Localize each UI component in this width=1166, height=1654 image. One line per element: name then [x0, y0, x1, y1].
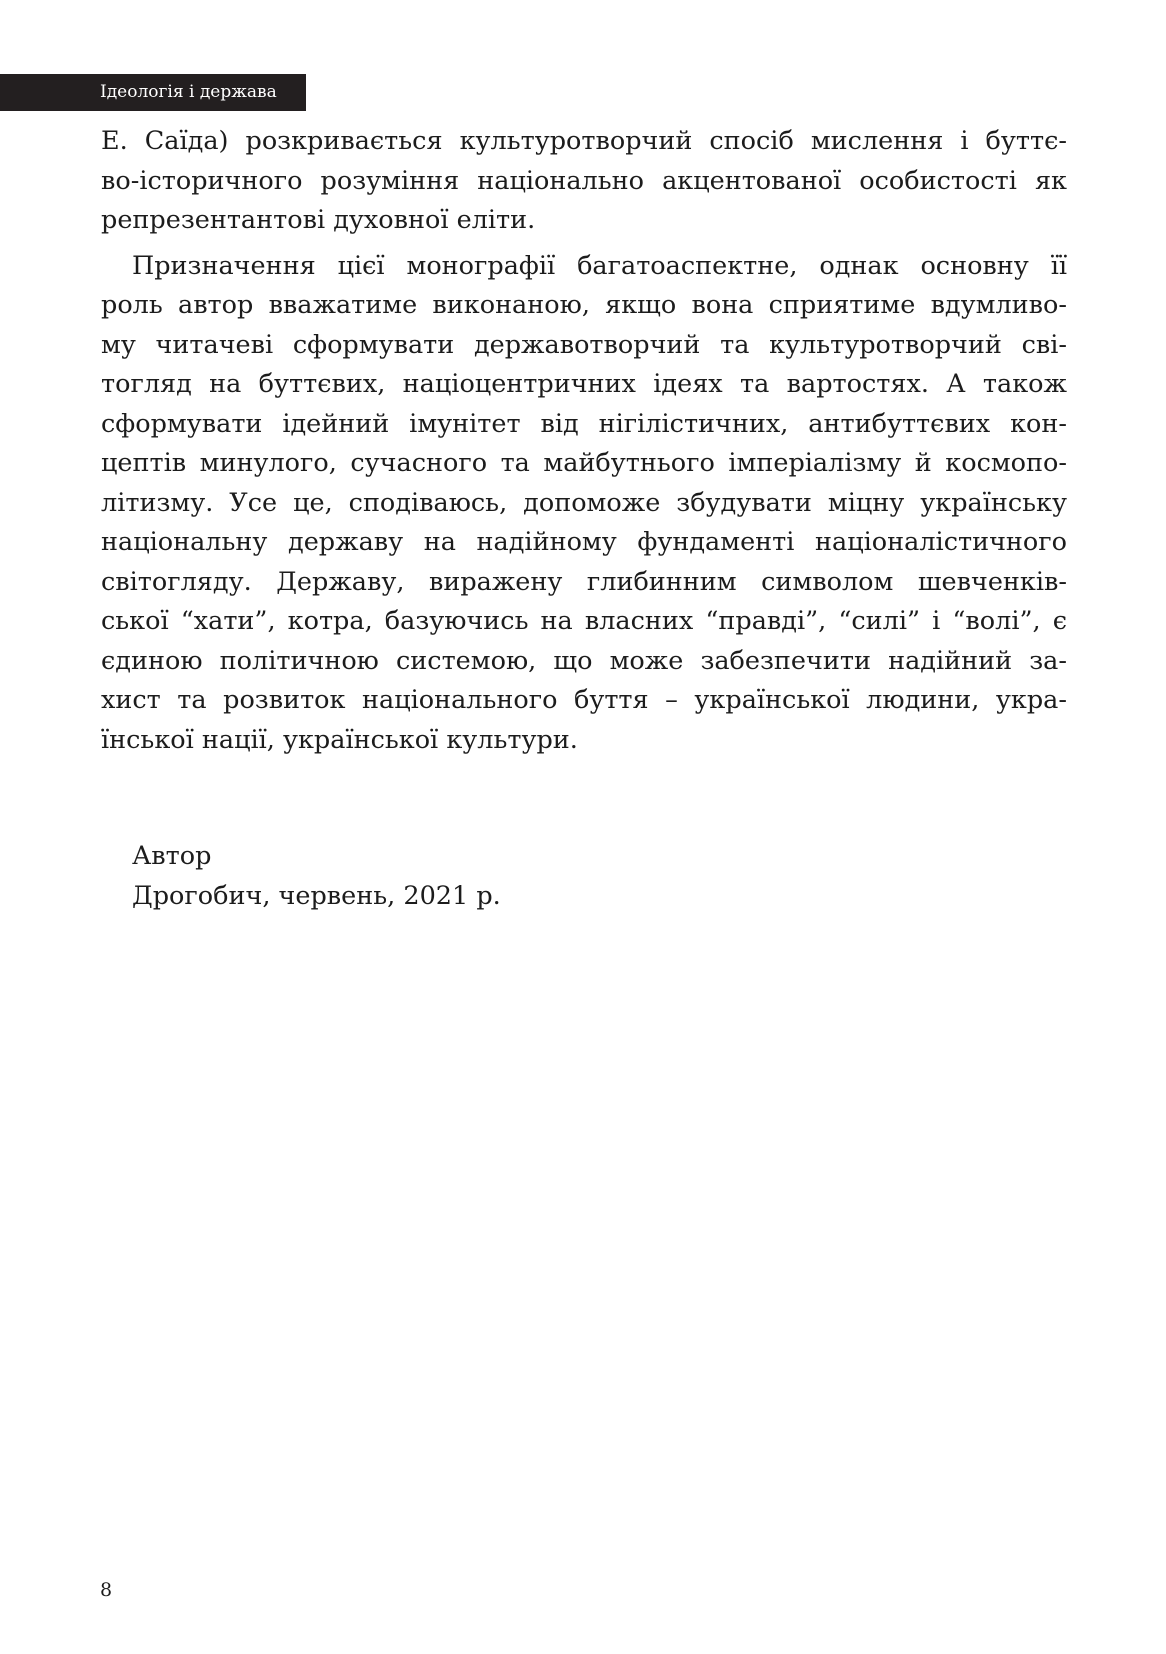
signature-author: Автор: [132, 841, 212, 871]
text-line: му читачеві сформувати державотворчий та культуротворчий сві-: [101, 329, 1067, 360]
text-line: роль автор вважатиме виконаною, якщо вона сприятиме вдумливо-: [101, 290, 1067, 320]
signature-place-date: Дрогобич, червень, 2021 р.: [132, 881, 501, 911]
text-line: хист та розвиток національного буття – української людини, укра-: [101, 685, 1067, 715]
text-line: сформувати ідейний імунітет від нігілістичних, антибуттєвих кон-: [101, 408, 1067, 439]
running-header-title: Ідеологія і держава: [100, 82, 277, 102]
text-line: національну державу на надійному фундаменті націоналістичного: [101, 527, 1067, 557]
body-text: [101, 122, 1067, 760]
text-line: Призначення цієї монографії багатоаспектне, однак основну її: [132, 250, 1067, 281]
running-header: [0, 74, 306, 111]
paragraph: [101, 247, 1067, 761]
paragraph: [101, 122, 1067, 241]
text-line: цептів минулого, сучасного та майбутнього імперіалізму й космопо-: [101, 448, 1067, 478]
text-line: во-історичного розуміння національно акцентованої особистості як: [101, 165, 1067, 196]
signature-block: [132, 836, 501, 916]
text-line: світогляду. Державу, виражену глибинним символом шевченків-: [101, 566, 1067, 597]
text-line: Е. Саїда) розкривається культуротворчий спосіб мислення і буттє-: [101, 126, 1067, 156]
page-number: 8: [100, 1579, 113, 1601]
text-line: літизму. Усе це, сподіваюсь, допоможе збудувати міцну українську: [101, 487, 1067, 518]
text-line: репрезентантові духовної еліти.: [101, 205, 536, 235]
text-line: їнської нації, української культури.: [101, 724, 578, 755]
text-line: ської “хати”, котра, базуючись на власних “правді”, “силі” і “волі”, є: [101, 606, 1067, 636]
text-line: єдиною політичною системою, що може забезпечити надійний за-: [101, 645, 1067, 676]
text-line: тогляд на буттєвих, націоцентричних ідеях та вартостях. А також: [101, 369, 1067, 399]
